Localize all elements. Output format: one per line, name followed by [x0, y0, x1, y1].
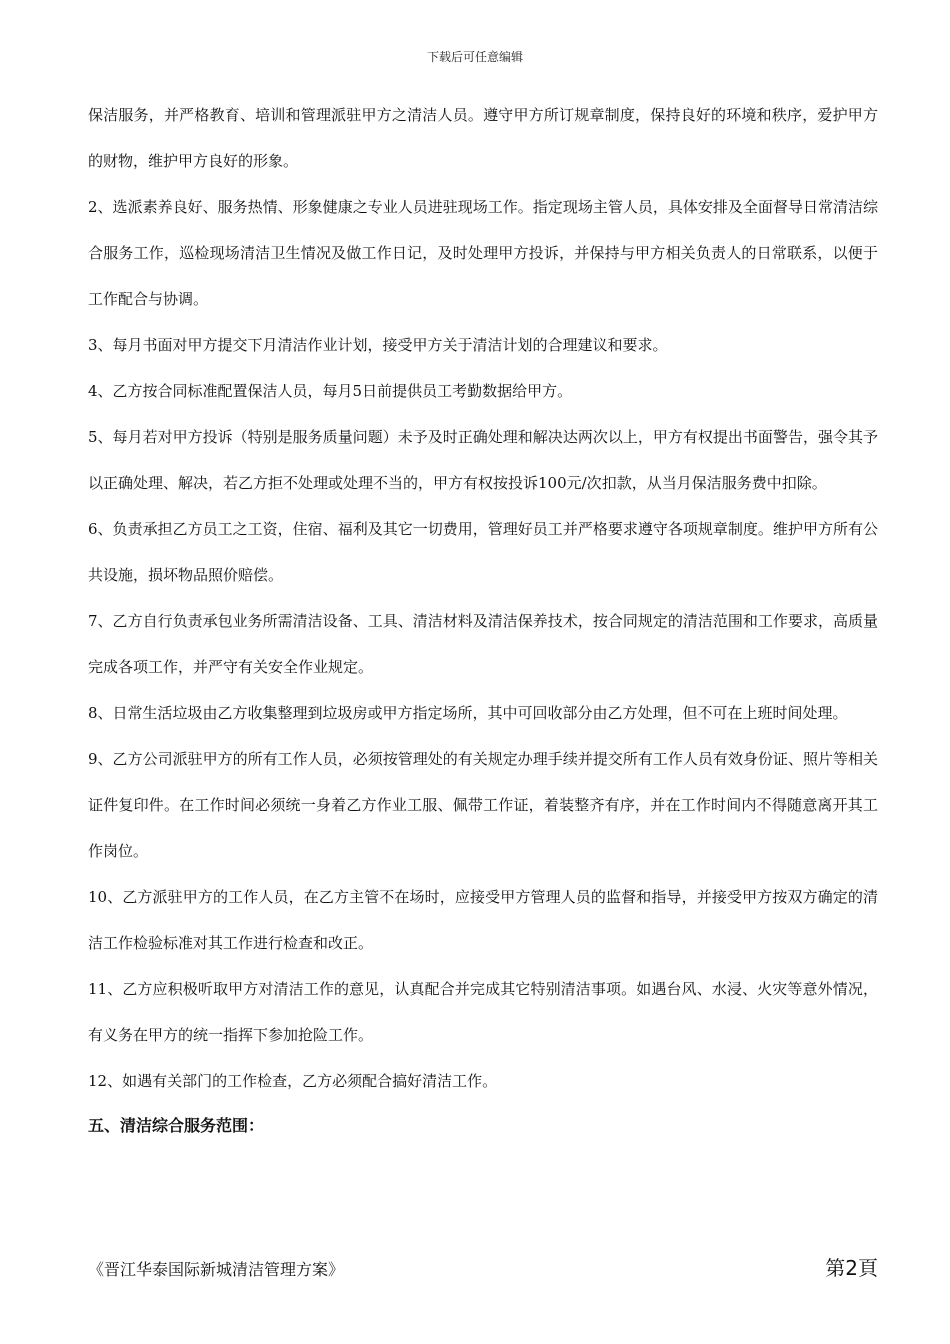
paragraph-item-10: 10、乙方派驻甲方的工作人员，在乙方主管不在场时，应接受甲方管理人员的监督和指导，并接受甲方按双方确定的清洁工作检验标准对其工作进行检查和改正。 [88, 888, 878, 952]
footer-document-title: 《晋江华泰国际新城清洁管理方案》 [88, 1260, 345, 1279]
section-heading: 五、清洁综合服务范围： [88, 1116, 265, 1135]
paragraph-item-4: 4、乙方按合同标准配置保洁人员，每月5日前提供员工考勤数据给甲方。 [88, 382, 573, 400]
paragraph-intro: 保洁服务，并严格教育、培训和管理派驻甲方之清洁人员。遵守甲方所订规章制度，保持良好的环境和秩序，爱护甲方的财物，维护甲方良好的形象。 [88, 106, 878, 170]
paragraph-item-8: 8、日常生活垃圾由乙方收集整理到垃圾房或甲方指定场所，其中可回收部分由乙方处理，但不可在上班时间处理。 [88, 704, 848, 722]
paragraph-item-3: 3、每月书面对甲方提交下月清洁作业计划，接受甲方关于清洁计划的合理建议和要求。 [88, 336, 668, 354]
paragraph-item-9: 9、乙方公司派驻甲方的所有工作人员，必须按管理处的有关规定办理手续并提交所有工作人员有效身份证、照片等相关证件复印件。在工作时间必须统一身着乙方作业工服、佩带工作证，着装整齐有序，并在工作时间内不得随意离开其工作岗位。 [88, 750, 878, 860]
document-body [88, 92, 878, 1148]
paragraph-item-7: 7、乙方自行负责承包业务所需清洁设备、工具、清洁材料及清洁保养技术，按合同规定的清洁范围和工作要求，高质量完成各项工作，并严守有关安全作业规定。 [88, 612, 878, 676]
paragraph-item-2: 2、选派素养良好、服务热情、形象健康之专业人员进驻现场工作。指定现场主管人员，具体安排及全面督导日常清洁综合服务工作，巡检现场清洁卫生情况及做工作日记，及时处理甲方投诉，并保持与甲方相关负责人的日常联系，以便于工作配合与协调。 [88, 198, 878, 308]
header-note: 下载后可任意编辑 [426, 50, 523, 64]
paragraph-item-6: 6、负责承担乙方员工之工资，住宿、福利及其它一切费用，管理好员工并严格要求遵守各项规章制度。维护甲方所有公共设施，损坏物品照价赔偿。 [88, 520, 878, 584]
paragraph-item-5: 5、每月若对甲方投诉（特别是服务质量问题）未予及时正确处理和解决达两次以上，甲方有权提出书面警告，强令其予以正确处理、解决，若乙方拒不处理或处理不当的，甲方有权按投诉100元/次扣款，从当月保洁服务费中扣除。 [88, 428, 878, 492]
paragraph-item-12: 12、如遇有关部门的工作检查，乙方必须配合搞好清洁工作。 [88, 1072, 498, 1090]
page-footer [88, 1252, 878, 1281]
paragraph-item-11: 11、乙方应积极听取甲方对清洁工作的意见，认真配合并完成其它特别清洁事项。如遇台风、水浸、火灾等意外情况，有义务在甲方的统一指挥下参加抢险工作。 [88, 980, 878, 1044]
footer-page-number: 第2頁 [825, 1256, 878, 1280]
